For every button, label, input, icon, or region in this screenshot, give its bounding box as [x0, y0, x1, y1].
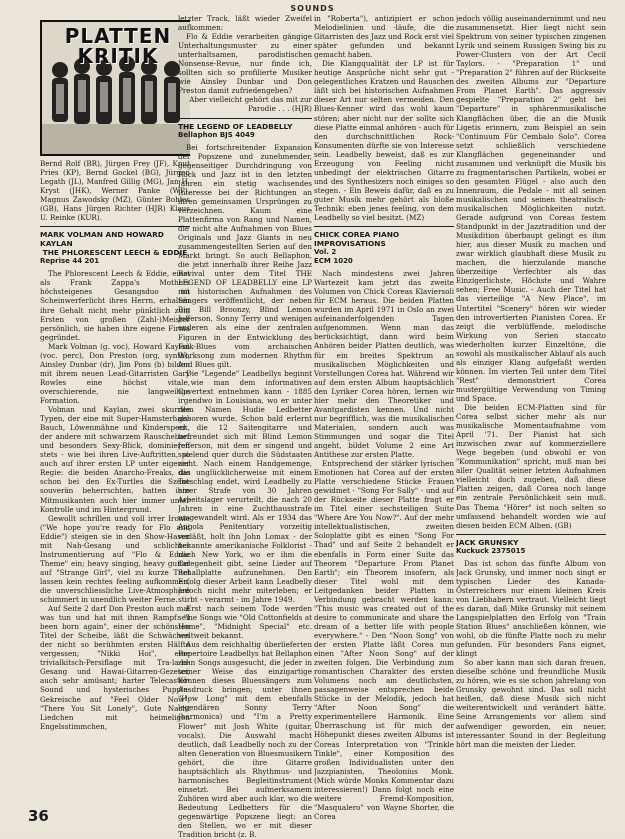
paragraph: Bei fortschreitender Expansion der Popszene und zunehmender, gegenseitiger Durchdringung von Rock und Jazz ist in den letzten Jahren ein stetig wachsendes Interesse bei der Richtungen an ihren gemeinsamen Ursprüngen zu verzeichnen. Kaum eine Plattenfirma von Rang und Namen, die nicht alte Aufnahmen von Blues Originals und Jazz Giants in neu zusammengestellten Serien auf den Markt bringt. So auch Bellaphon, die jetzt innerhalb ihrer Reihe Jazz Revival unter dem Titel THE LEGEND OF LEADBELLY eine LP mit historischen Aufnahmen des Sängers veröffentlicht, der neben Big Bill Broonzy, Blind Lemon Jefferson, Sonny Terry und wenigen anderen als eine der zentralen Figuren in der Entwicklung des Folk-Blues vom archaischen Worksong zum modernen Rhythm And Blues gilt.: [178, 142, 312, 369]
paragraph: Erst nach seinem Tode werden seine Songs wie "Old Cottonfields at Home", "Midnight Special" etc. weltweit bekannt.: [178, 603, 312, 641]
running-head: SOUNDS: [290, 4, 335, 13]
review-title: THE LEGEND OF LEADBELLY: [178, 121, 293, 131]
paragraph: So aber kann man sich daran freuen, dieselbe schöne und freundliche Musik zu hören, wie es sie schon jahrelang von Grunsky gewohnt sind. Das soll nicht heißen, daß diese Musik sich nicht weiterentwickelt und verändert hätte. Seine Arrangements vor allem sind aufwendiger geworden, ein neuer, interessanter Sound in der Begleitung hört man die meisten der Lieder.: [456, 658, 606, 749]
review-title: MARK VOLMAN AND HOWARD KAYLAN: [40, 230, 164, 249]
paragraph: Gewollt schrillen und voll irrer Ironie ("We hope you're ready for Flo and Eddie") steigen sie in den Show-Hasen mit Nah-Gesang und schlichter Instrumentierung auf "Flo & Eddie Theme" ein; heavy singing, heavy guitar auf "Strange Girl", viel zu kurze Titel lassen kein rechtes feeling aufkommen, die unverschliessliche Live-Atmosphäre schimmert in unendlich weiter Ferne.: [40, 513, 190, 605]
paragraph: Die Klangqualität der LP ist für heutige Ansprüche nicht sehr gut - gelegentliches Kratzen und Rauschen läßt sich bei historischen Aufnahmen dieser Art nur selten vermeiden. Den Blues-Kenner wird das wohl kaum stören; aber nicht nur der sollte sich diese Platte einmal anhören - auch für den durchschnittlichen Rock-Konsumenten dürfte sie von Interesse sein. Leadbelly beweist, daß es zur Erzeugung von Feeling nicht unbedingt der elektrischen Gitarre und des Synthesizers noch einiges so stegen. - Ein Beweis dafür, daß es zu guter Musik mehr gehört als bloße Technik: eben jenes feeling, von dem Leadbelly so viel besitzt. (MZ): [314, 59, 454, 223]
paragraph: Das ist schon das fünfte Album von Jack Grunsky, und immer noch singt er typischen Lieder des Kanada-Österreichers nur einem kleinen Kreis von Liebhabern vertraut. Vielleicht liegt es daran, daß Mike Grunsky mit seinem Langspielplatten den Erfolg von "Train Station Blues" anschließen können, wie wohl, ob die fünfte Platte noch zu mehr gefunden. Für besonders Fans eignet, klingt: [456, 558, 606, 659]
record-label: ECM 1020: [314, 257, 353, 266]
column-3: [314, 14, 454, 821]
paragraph: Die "Legende" Leadbellys beginnt - wie man dem informativen Covertext entnehmen kann - 1885 irgendwo in Louisiana, wo er unter dem Namen Hudie Ledbetter geboren wurde. Schon bald erlernt er die 12 Saitengitarre und befreundet sich mit Blind Lemon Jefferson, mit dem er singend und spielend quer durch die Südstaaten zieht. Nach einem Handgemenge, das unglücklicherweise mit einem Totschlag endet, wird Leadbelly zu einer Strafe von 30 Jahren Arbeitslager verurteilt, die nach 20 Jahren in eine Zuchthausstrafe umgewandelt wird. Als er 1934 das Angola Penitentiary vorzeitig verläßt, holt ihn John Lomax - der bekannte amerikanische Folklorist - nach New York, wo er ihm die Gelegenheit gibt, seine Lieder auf Schallplatte aufzunehmen. Den Erfolg dieser Arbeit kann Leadbelly jedoch nicht mehr miterleben; er stirbt - verarmt - im Jahre 1949.: [178, 368, 312, 604]
paragraph: The Phlorescent Leech & Eddie, einst als Frank Zappa's Mothers höchsteigenes Gesangsduo im Scheinwerferlicht ihres Herrn, erhalten ihre Gehalt nicht mehr pünktlich zum Ersten von großen (Zahl-)Meister persönlich, sie haben ihre eigene Firma gegründet.: [40, 269, 190, 342]
paragraph: Die beiden ECM-Platten sind für Corea selbst sicher mehr als nur musikalische Momentaufnahme vom April '71. Der Pianist hat sich inzwischen zwar auf kommerziellere Wege begeben (und obwohl er von "Kommunikation" spricht, muß man bei aller Qualität seiner letzten Aufnahmen vielleicht doch zugeben, daß diese Platten zeigen, daß Corea noch lange ein zentrale Persönlichkeit sein muß. Das Thema "Hörer" ist noch selten so umfassend behandelt worden wie auf diesen beiden ECM Alben. (GB): [456, 403, 606, 530]
logo-text: PLATTEN KRITIK: [64, 24, 172, 68]
paragraph: Nach mindestens zwei Jahren Wartezeit kam jetzt das zweite Volumen von Chick Coreas Klaviersoli für ECM heraus. Die beiden Platten wurden im April 1971 in Oslo an zwei aufeinanderfolgenden Tagen aufgenommen. Wenn man das berücksichtigt, dann wird beim Anhören beider Platten deutlich, was für ein breites Spektrum an musikalischen Möglichkeiten und Vorstellungen Corea hat. Während wir auf dem ersten Album hauptsächlich den Lyriker Corea hören, lernen wir hier mehr den Theoretiker und Avantgardisten kennen. Und nicht nur begrifflich, was die musikalischen Materialen, sondern auch was Stimmungen und sogar die Titel angeht, bildet Volume 2 eine Art Antithese zur ersten Platte.: [314, 269, 454, 460]
paragraph: Flo & Eddie verarbeiten gängige Unterhaltungsmuster zu einer unterhaltsamen, parodistischen Nonsense-Revue, nur finde ich, sollten sich so profilierte Musiker wie Ainsley Dunbar und Don Preston damit zufriedengeben?: [178, 32, 312, 96]
record-label: Reprise 44 201: [40, 257, 100, 266]
column-2: [178, 14, 312, 839]
credits-text: Bernd Rolf (BR), Jürgen Frey (JF), Knut Pries (KP), Bernd Gockel (BG), Jürgen Legath (JL), Manfred Gillig (MG), Jan H. Kryst (JHK), Werner Panke (WP), Magnus Zawodsky (MZ), Günter Bohles (GB), Hans Jürgen Richter (HJR) Klaus U. Reinke (KUR).: [40, 159, 190, 223]
paragraph: Aus dem reichhaltig überlieferten Repertoire Leadbellys hat Bellaphon zehn Songs ausgesucht, die jeder in seiner Weise das einzigartige Können dieses Bluessängers zum Ausdruck bringen; unter ihnen "How Long" mit dem ebenfalls legendären Sonny Terry (harmonica) und "I'm a Pretty Flower" mit Josh White (guitar, vocals). Die Auswahl macht deutlich, daß Leadbelly noch zu der alten Generation von Bluesmusikern gehört, die ihre Gitarre hauptsächlich als Rhythmus- und harmonisches Begleitinstrument einsetzt. Bei aufmerksamem Zuhören wird aber auch klar, wo die Bedeutung Ledbetters für die gegenwärtige Popszene liegt: an den Stellen, wo er mit dieser Tradition bricht (z. B.: [178, 640, 312, 839]
column-1: [40, 14, 190, 731]
review-subtitle: THE PHLORESCENT LEECH & EDDIE: [42, 248, 188, 258]
page-number: 36: [28, 807, 49, 825]
paragraph: letzter Track, läßt wieder Zweifel aufkommen:: [178, 14, 312, 33]
paragraph: Auf Seite 2 darf Don Preston auch mal was tun und hat mit ihnen Rampf: "I been born again", einer der schönsten Titel der Scheibe, läßt die Schwächen der nicht so berühmten ersten Hälfte vergessen; "Nikki Hoi", eine trivialkitsch-Persiflage mit Tra-la-la-Gesang und Hawai-Gitarren-Gezeter, auch sehr amüsant; harter Telecaster-Sound und hysterisches Pupple-Gekreische auf "Feel Older Now"; "There You Sit Lonely", Gute Nacht Liedchen mit heimeligen Engelsstimmchen,: [40, 604, 190, 731]
paragraph: in "Roberta"), antizipiert er schon Melodielinien und -läufe, die die Gitarristen des Jazz und Rock erst viel später gefunden und bekannt gemacht haben.: [314, 14, 454, 60]
paragraph: jedoch völlig auseinandernimmt und neu zusammensetzt. Hier liegt nicht sein Spektrum von seiner typischen zingenen Lyrik und seinem Russigen Swing bis zu Power-Clusters von der Art Cecil Taylors. - "Preparation 1" und "Preparation 2" führen auf der Rückseite des zweiten Albums zur "Departure From Planet Earth". Das aggressiv gespielte "Preparation 2" geht bei "Departure" in sphärenmusikalische Klangflächen über, die an die Musik Ligetis erinnern, zum Beispiel an sein "Continuum Für Cembalo Solo". Corea setzt schließlich verschiedene Klangflächen gegeneinander und zusammen und verknüpft die Musik bis zu fragmentarischen Partikeln, wobei er den gesamten Flügel - also auch den Innenraum, die Pedale - mit all seinen musikalischen und seinen theatralisch-musikalischen Möglichkeiten nutzt. Gerade aufgrund von Coreas festem Standpunkt in der Jazztradition und der Musikdition überbaupt gelingt es ihm hier, aus dieser Musik zu machen und zwar wirklich glaubhaft diese Musik zu machen, die hierzulande manche überzeitige Verfechter als das Einzigerlichste, Höchste und Wahre sehen; Free Music. - Auch der Titel hat das vierteilige "A New Place", im Untertitel "Scenery" hören wir wieder den introvertierten Pianisten Corea. Er zeigt die verblüffende, melodische Wirkung von Serien staccato wiederholten kurzer Einzeltöne, die sowohl als musikalischer Ablauf als auch als einziger Klang aufgefaßt werden können. Im vierten Teil unter dem Titel "Rest" demonstriert Corea mustergültige Verwendung von Timing und Space.: [456, 14, 606, 403]
divider: [456, 534, 606, 535]
review-title: CHICK COREA PIANO IMPROVISATIONS: [314, 230, 400, 249]
paragraph: Mark Volman (g. voc), Howard Kaylan (voc. perc), Don Preston (org, synth), Ainsley Dunbar (dr), Jim Pons (b) bilden mit ihrem neuen Lead-Gitarristen Gary Rowles eine höchst vitale, overschierende, nie langweilige Formation.: [40, 341, 190, 405]
paragraph: Entsprechend der stärker lyrischen Emotionen hat Corea auf der ersten Platte verschiedene Stücke Frauen gewidmet - "Song For Sally" - und auf der Rückseite dieser Platte fragt er im Titel einer sechsteiligen Suite "Where Are You Now?". Auf der mehr intellektualistischen, zweiten Soloplatte gibt es einen "Song For Thad" und auf Seite 2 behandelt er ebenfalls in Form einer Suite das Theorem "Departure From Planet Earth"; ein Theorem insofern, als dieser Titel wohl mit dem Leitgedanken beider Platten in Verbindung gebracht werden kann: "This music was created out of the desire to communicate and share the dream of a better life with people everywhere." - Den "Noon Song" von der ersten Platte läßt Corea nun einen "After Noon Song" auf der zweiten folgen. Die Verbindung zum romantischen Charakter des ersten Volumens noch am deutlichsten, passagenweise entsprechen beide Stücke in der Melodik, jedoch hat "After Noon Song" die experimentellere Harmonik. Eine Überraschung ist für mich der Höhepunkt dieses zweiten Albums ist Coreas Interpretation von "Trinkle Tinkle", einer Komposition des großen Individualisten unter den Jazzpianisten, Theolonius Monk. (Mich würde Monks Kommentar dazu interessieren!) Dann folgt noch eine weitere Fremd-Komposition, "Masqualero" von Wayne Shorter, die Corea: [314, 459, 454, 821]
platten-kritik-logo: [40, 20, 190, 156]
record-label: Bellaphon BJS 4049: [178, 130, 255, 139]
divider: [178, 118, 312, 119]
review-title: JACK GRUNSKY: [456, 537, 519, 547]
volume-label: Vol. 2: [314, 248, 337, 257]
paragraph: Volman und Kaylan, zwei skurrile Typen, der eine mit Super-Hamsterhals-Bauch, Löwenmähne und Kinderspeck, der andere mit schwarzem Rauschebart und besonders Sexy-Blick, dominieren stets - wie bei ihren Live-Auftritten, so auch auf ihrer ersten LP unter eigener Regie: die beiden Anarcho-Freaks, die schon bei den Ex-Turtles die Szene souverän beherrschten, hatten ihre Mitmusikanten auch hier immer unter Kontrolle und im Hintergrund.: [40, 405, 190, 514]
record-label: Kuckuck 2375015: [456, 546, 526, 555]
column-4: [456, 14, 606, 749]
divider: [314, 226, 454, 227]
paragraph-signature: Aber vielleicht gehört das mit zur Parodie . . . (HJR): [189, 95, 312, 114]
divider: [40, 226, 190, 227]
